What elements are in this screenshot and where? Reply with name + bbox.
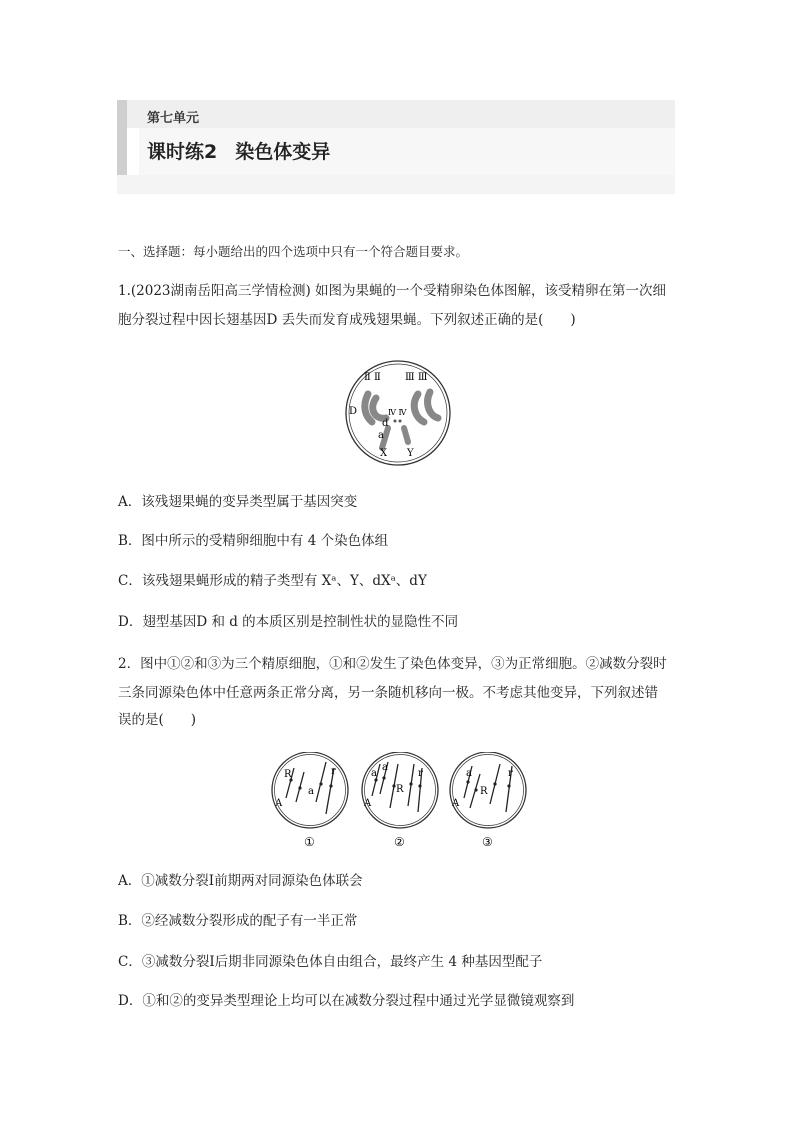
cell2-caption: ② [394, 835, 405, 849]
cell-2 [362, 752, 438, 849]
cell3-label-a: a [466, 768, 472, 779]
cell1-label-A: A [275, 798, 283, 809]
cell2-label-a2: a [382, 762, 388, 773]
page-title [147, 137, 330, 164]
cell2-label-A: A [364, 798, 372, 809]
q2-stem-line3: 误的是( ) [118, 712, 197, 728]
q1-option-a: A．该残翅果蝇的变异类型属于基因突变 [118, 494, 358, 510]
cell3-label-A: A [452, 798, 460, 809]
q1-option-c: C．该残翅果蝇形成的精子类型有 Xᵃ、Y、dXᵃ、dY [118, 573, 427, 589]
cell2-label-r: r [418, 768, 423, 779]
q1-option-b: B．图中所示的受精卵细胞中有 4 个染色体组 [118, 533, 389, 549]
fig1-label-D: D [349, 406, 358, 417]
q1-chromosome-figure [338, 358, 458, 468]
q2-option-c: C．③减数分裂Ⅰ后期非同源染色体自由组合，最终产生 4 种基因型配子 [118, 954, 543, 970]
cell2-label-a1: a [371, 768, 377, 779]
fig1-label-II: Ⅱ Ⅱ [364, 372, 381, 383]
cell-1 [272, 752, 348, 849]
fig1-label-d: d [382, 418, 389, 429]
cell1-label-r: r [331, 766, 336, 777]
q1-stem-line2: 胞分裂过程中因长翅基因D 丢失而发育成残翅果蝇。下列叙述正确的是( ) [118, 312, 576, 328]
cell3-caption: ③ [482, 835, 493, 849]
cell3-label-r: r [508, 768, 513, 779]
q2-option-b: B．②经减数分裂形成的配子有一半正常 [118, 913, 358, 929]
lesson-number: 课时练2 [147, 141, 218, 163]
q2-option-a: A．①减数分裂Ⅰ前期两对同源染色体联会 [118, 873, 363, 889]
fig1-label-a: a [378, 430, 384, 441]
fig1-label-X: X [380, 448, 388, 459]
cell1-label-a: a [308, 786, 314, 797]
unit-label: 第七单元 [147, 111, 200, 126]
cell2-label-R: R [396, 784, 404, 795]
fig1-label-Y: Y [407, 448, 414, 459]
cell1-caption: ① [304, 835, 315, 849]
section-title: 一、选择题：每小题给出的四个选项中只有一个符合题目要求。 [118, 244, 469, 259]
cell1-label-R: R [284, 769, 292, 780]
fig1-label-IV: Ⅳ Ⅳ [388, 408, 407, 417]
header-accent-bar [117, 100, 127, 175]
q2-option-d: D．①和②的变异类型理论上均可以在减数分裂过程中通过光学显微镜观察到 [118, 993, 575, 1009]
q1-stem-line1: 1.(2023湖南岳阳高三学情检测) 如图为果蝇的一个受精卵染色体图解，该受精卵在第一次细 [118, 283, 667, 299]
lesson-title: 染色体变异 [235, 141, 331, 163]
q2-stem-line1: 2．图中①②和③为三个精原细胞，①和②发生了染色体变异，③为正常细胞。②减数分裂时 [118, 656, 667, 672]
cell-3 [450, 752, 526, 849]
q1-option-d: D．翅型基因D 和 d 的本质区别是控制性状的显隐性不同 [118, 614, 459, 630]
cell3-label-R: R [480, 786, 488, 797]
chapter-header [117, 100, 675, 194]
fig1-label-III: Ⅲ Ⅲ [405, 372, 428, 383]
q2-stem-line2: 三条同源染色体中任意两条正常分离，另一条随机移向一极。不考虑其他变异，下列叙述错 [118, 685, 658, 701]
q2-cells-figure [268, 752, 530, 850]
